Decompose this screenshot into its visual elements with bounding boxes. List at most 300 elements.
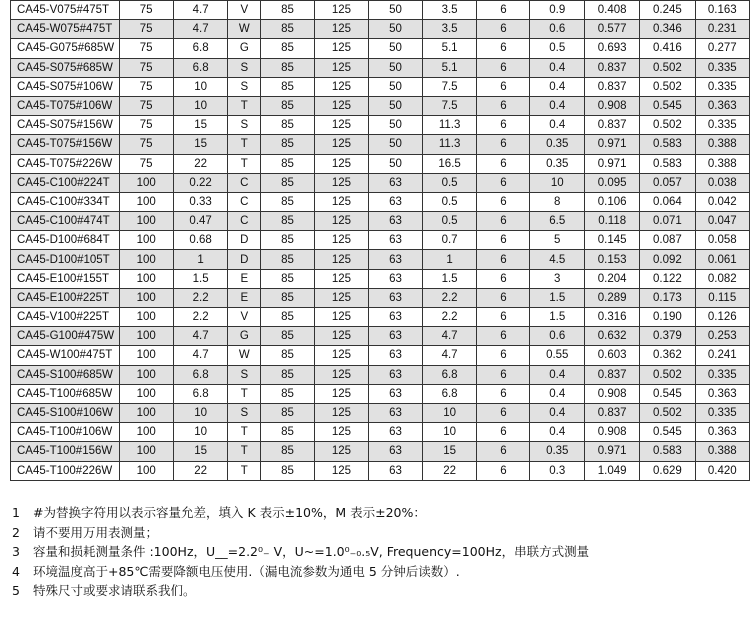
table-cell: 125 [314, 231, 368, 250]
note-item [12, 581, 589, 601]
table-cell: 125 [314, 58, 368, 77]
table-cell: W [228, 20, 261, 39]
table-cell: T [228, 384, 261, 403]
table-cell: 85 [261, 116, 315, 135]
table-cell: 0.126 [695, 308, 749, 327]
table-cell: 0.629 [640, 461, 695, 480]
table-cell: 0.837 [585, 77, 640, 96]
table-cell: 22 [422, 461, 477, 480]
table-cell: 100 [119, 231, 173, 250]
table-cell: 75 [119, 116, 173, 135]
table-cell: C [228, 173, 261, 192]
table-cell: 85 [261, 77, 315, 96]
table-row [11, 39, 750, 58]
table-cell: 0.583 [640, 154, 695, 173]
table-cell: 0.087 [640, 231, 695, 250]
table-cell: D [228, 250, 261, 269]
table-cell: 0.335 [695, 116, 749, 135]
table-cell: 1.049 [585, 461, 640, 480]
table-cell: 16.5 [422, 154, 477, 173]
table-cell: 0.4 [530, 116, 585, 135]
table-cell: 0.6 [530, 327, 585, 346]
table-cell: 0.545 [640, 384, 695, 403]
table-cell: 63 [369, 269, 423, 288]
table-cell: 0.35 [530, 442, 585, 461]
table-cell: 0.106 [585, 192, 640, 211]
table-cell: 85 [261, 365, 315, 384]
table-cell: 0.837 [585, 403, 640, 422]
table-cell: 125 [314, 384, 368, 403]
table-cell: 125 [314, 173, 368, 192]
table-cell: 0.335 [695, 58, 749, 77]
table-cell: 0.388 [695, 442, 749, 461]
table-cell: W [228, 346, 261, 365]
table-row [11, 250, 750, 269]
table-cell: 4.7 [173, 346, 228, 365]
table-cell: 85 [261, 1, 315, 20]
table-cell: 85 [261, 154, 315, 173]
table-cell: T [228, 96, 261, 115]
table-cell: 4.7 [173, 327, 228, 346]
table-cell: 85 [261, 346, 315, 365]
table-cell: 10 [173, 96, 228, 115]
table-cell: 6 [477, 173, 530, 192]
table-cell: 125 [314, 442, 368, 461]
table-cell: 100 [119, 308, 173, 327]
table-cell: C [228, 192, 261, 211]
table-cell: 22 [173, 461, 228, 480]
table-cell: 100 [119, 327, 173, 346]
table-cell: 0.5 [422, 192, 477, 211]
model-cell: CA45-G100#475W [11, 327, 120, 346]
note-item [12, 542, 589, 562]
table-cell: 0.190 [640, 308, 695, 327]
table-cell: 0.971 [585, 442, 640, 461]
table-cell: 100 [119, 192, 173, 211]
note-text: 容量和损耗测量条件 :100Hz，U__=2.2⁰₋ V，U~=1.0⁰₋₀.₅V, Frequency=100Hz，串联方式测量 [33, 544, 590, 559]
table-cell: 85 [261, 423, 315, 442]
table-cell: 1.5 [530, 288, 585, 307]
table-cell: 0.7 [422, 231, 477, 250]
table-cell: 0.502 [640, 58, 695, 77]
table-cell: 125 [314, 403, 368, 422]
table-cell: 6 [477, 461, 530, 480]
table-cell: 125 [314, 1, 368, 20]
table-cell: E [228, 288, 261, 307]
table-cell: 0.346 [640, 20, 695, 39]
table-cell: 100 [119, 403, 173, 422]
model-cell: CA45-S075#156W [11, 116, 120, 135]
table-cell: 0.204 [585, 269, 640, 288]
table-cell: 0.4 [530, 77, 585, 96]
table-cell: 125 [314, 423, 368, 442]
table-cell: 0.316 [585, 308, 640, 327]
model-cell: CA45-D100#684T [11, 231, 120, 250]
table-cell: 100 [119, 212, 173, 231]
table-cell: 0.058 [695, 231, 749, 250]
table-cell: 2.2 [422, 308, 477, 327]
model-cell: CA45-G075#685W [11, 39, 120, 58]
table-cell: 100 [119, 365, 173, 384]
model-cell: CA45-E100#155T [11, 269, 120, 288]
table-cell: 125 [314, 288, 368, 307]
table-cell: 125 [314, 96, 368, 115]
table-cell: 0.545 [640, 96, 695, 115]
table-cell: 6 [477, 384, 530, 403]
table-row [11, 288, 750, 307]
table-cell: 0.115 [695, 288, 749, 307]
table-cell: V [228, 308, 261, 327]
table-cell: 6 [477, 403, 530, 422]
table-cell: 0.971 [585, 135, 640, 154]
table-cell: 4.7 [422, 327, 477, 346]
table-cell: 75 [119, 96, 173, 115]
table-cell: 50 [369, 135, 423, 154]
table-cell: 2.2 [173, 288, 228, 307]
table-cell: 0.837 [585, 58, 640, 77]
table-cell: 6 [477, 20, 530, 39]
table-cell: 100 [119, 461, 173, 480]
table-cell: 125 [314, 116, 368, 135]
table-cell: 0.038 [695, 173, 749, 192]
table-cell: 50 [369, 1, 423, 20]
table-row [11, 365, 750, 384]
table-cell: 100 [119, 423, 173, 442]
table-cell: 0.908 [585, 384, 640, 403]
table-cell: 50 [369, 20, 423, 39]
table-cell: 0.502 [640, 365, 695, 384]
table-cell: 63 [369, 288, 423, 307]
table-cell: 0.502 [640, 116, 695, 135]
table-cell: 85 [261, 461, 315, 480]
table-row [11, 327, 750, 346]
table-cell: 0.082 [695, 269, 749, 288]
model-cell: CA45-C100#474T [11, 212, 120, 231]
table-row [11, 116, 750, 135]
table-cell: 0.35 [530, 135, 585, 154]
table-cell: 85 [261, 250, 315, 269]
table-cell: 0.6 [530, 20, 585, 39]
table-cell: 6 [477, 1, 530, 20]
table-row [11, 442, 750, 461]
model-cell: CA45-T100#106W [11, 423, 120, 442]
table-cell: 0.3 [530, 461, 585, 480]
table-cell: 63 [369, 250, 423, 269]
model-cell: CA45-E100#225T [11, 288, 120, 307]
table-cell: 0.502 [640, 77, 695, 96]
model-cell: CA45-S075#106W [11, 77, 120, 96]
table-cell: 3 [530, 269, 585, 288]
table-cell: 50 [369, 58, 423, 77]
table-cell: S [228, 77, 261, 96]
table-cell: 6 [477, 346, 530, 365]
table-cell: 75 [119, 77, 173, 96]
table-cell: 0.042 [695, 192, 749, 211]
table-cell: T [228, 423, 261, 442]
table-cell: 85 [261, 403, 315, 422]
table-cell: 0.362 [640, 346, 695, 365]
note-text: 环境温度高于+85℃需要降额电压使用.（漏电流参数为通电 5 分钟后读数）. [33, 563, 460, 579]
table-cell: 6 [477, 231, 530, 250]
table-cell: 63 [369, 308, 423, 327]
note-number: 5 [12, 583, 20, 598]
model-cell: CA45-W100#475T [11, 346, 120, 365]
table-cell: 63 [369, 346, 423, 365]
note-item [12, 562, 589, 582]
table-cell: 75 [119, 39, 173, 58]
table-cell: 6 [477, 77, 530, 96]
table-cell: 85 [261, 269, 315, 288]
table-cell: 6 [477, 423, 530, 442]
table-cell: 125 [314, 212, 368, 231]
table-cell: 0.245 [640, 1, 695, 20]
note-number: 4 [12, 563, 20, 579]
table-cell: 85 [261, 384, 315, 403]
table-cell: 0.122 [640, 269, 695, 288]
table-cell: 1 [173, 250, 228, 269]
table-cell: 125 [314, 39, 368, 58]
table-cell: 1 [422, 250, 477, 269]
table-cell: 6 [477, 116, 530, 135]
table-cell: G [228, 327, 261, 346]
table-cell: 85 [261, 327, 315, 346]
table-cell: 100 [119, 384, 173, 403]
table-row [11, 308, 750, 327]
note-text: 特殊尺寸或要求请联系我们。 [33, 583, 196, 598]
table-row [11, 58, 750, 77]
model-cell: CA45-D100#105T [11, 250, 120, 269]
table-cell: 100 [119, 250, 173, 269]
table-row [11, 231, 750, 250]
table-cell: 125 [314, 135, 368, 154]
model-cell: CA45-S100#106W [11, 403, 120, 422]
note-item [12, 503, 589, 523]
table-cell: 6 [477, 250, 530, 269]
table-cell: 0.583 [640, 135, 695, 154]
table-cell: 0.231 [695, 20, 749, 39]
note-number: 2 [12, 524, 20, 540]
table-row [11, 135, 750, 154]
table-cell: 0.971 [585, 154, 640, 173]
table-row [11, 192, 750, 211]
table-cell: 6 [477, 365, 530, 384]
table-cell: 50 [369, 116, 423, 135]
table-cell: 100 [119, 346, 173, 365]
table-cell: 50 [369, 154, 423, 173]
table-row [11, 403, 750, 422]
table-row [11, 154, 750, 173]
table-cell: 125 [314, 192, 368, 211]
table-cell: 0.071 [640, 212, 695, 231]
table-cell: T [228, 135, 261, 154]
table-cell: 0.153 [585, 250, 640, 269]
table-cell: 125 [314, 308, 368, 327]
table-cell: 0.55 [530, 346, 585, 365]
table-cell: 1.5 [173, 269, 228, 288]
table-cell: 0.092 [640, 250, 695, 269]
table-cell: 5 [530, 231, 585, 250]
table-cell: 0.388 [695, 135, 749, 154]
table-row [11, 212, 750, 231]
table-cell: 15 [173, 116, 228, 135]
table-cell: 85 [261, 288, 315, 307]
model-cell: CA45-S075#685W [11, 58, 120, 77]
table-cell: 11.3 [422, 116, 477, 135]
table-cell: 125 [314, 461, 368, 480]
table-cell: 63 [369, 327, 423, 346]
table-cell: 6.5 [530, 212, 585, 231]
table-cell: 125 [314, 154, 368, 173]
table-cell: 6 [477, 135, 530, 154]
table-cell: 0.908 [585, 423, 640, 442]
table-cell: 0.577 [585, 20, 640, 39]
spec-table [10, 0, 750, 481]
table-cell: 4.7 [173, 1, 228, 20]
table-cell: 6 [477, 39, 530, 58]
table-cell: 125 [314, 327, 368, 346]
table-cell: 85 [261, 212, 315, 231]
table-cell: 0.363 [695, 384, 749, 403]
table-cell: 6.8 [173, 384, 228, 403]
table-cell: 6 [477, 269, 530, 288]
table-cell: 6 [477, 58, 530, 77]
model-cell: CA45-T075#156W [11, 135, 120, 154]
table-cell: 10 [530, 173, 585, 192]
table-cell: 0.603 [585, 346, 640, 365]
table-cell: 100 [119, 173, 173, 192]
table-cell: 15 [173, 135, 228, 154]
table-cell: 0.908 [585, 96, 640, 115]
model-cell: CA45-T075#226W [11, 154, 120, 173]
table-cell: 85 [261, 58, 315, 77]
table-cell: 63 [369, 192, 423, 211]
table-cell: 10 [173, 423, 228, 442]
table-cell: 4.5 [530, 250, 585, 269]
table-cell: C [228, 212, 261, 231]
table-cell: 7.5 [422, 96, 477, 115]
table-cell: 6 [477, 288, 530, 307]
model-cell: CA45-C100#224T [11, 173, 120, 192]
model-cell: CA45-T100#156W [11, 442, 120, 461]
table-cell: 5.1 [422, 58, 477, 77]
table-cell: 0.22 [173, 173, 228, 192]
table-cell: 0.35 [530, 154, 585, 173]
table-row [11, 384, 750, 403]
table-cell: 100 [119, 288, 173, 307]
table-cell: 0.335 [695, 365, 749, 384]
table-cell: 10 [422, 403, 477, 422]
note-text: 请不要用万用表测量； [33, 524, 159, 540]
table-cell: D [228, 231, 261, 250]
table-cell: 0.379 [640, 327, 695, 346]
table-cell: 7.5 [422, 77, 477, 96]
table-cell: 8 [530, 192, 585, 211]
table-cell: 6 [477, 192, 530, 211]
table-cell: 6 [477, 154, 530, 173]
table-cell: 63 [369, 423, 423, 442]
table-cell: 0.4 [530, 423, 585, 442]
table-cell: 0.68 [173, 231, 228, 250]
table-cell: 1.5 [422, 269, 477, 288]
table-cell: 63 [369, 212, 423, 231]
table-cell: S [228, 403, 261, 422]
table-cell: 0.408 [585, 1, 640, 20]
table-cell: T [228, 154, 261, 173]
table-cell: 0.545 [640, 423, 695, 442]
table-cell: 85 [261, 442, 315, 461]
table-cell: 85 [261, 173, 315, 192]
table-cell: 11.3 [422, 135, 477, 154]
table-cell: S [228, 365, 261, 384]
table-cell: 0.4 [530, 58, 585, 77]
table-cell: S [228, 116, 261, 135]
table-row [11, 423, 750, 442]
table-cell: 22 [173, 154, 228, 173]
table-cell: 15 [173, 442, 228, 461]
model-cell: CA45-S100#685W [11, 365, 120, 384]
table-row [11, 77, 750, 96]
table-cell: 125 [314, 346, 368, 365]
table-cell: 125 [314, 269, 368, 288]
table-cell: 85 [261, 20, 315, 39]
table-cell: 6.8 [173, 58, 228, 77]
table-cell: 0.145 [585, 231, 640, 250]
table-cell: 6 [477, 442, 530, 461]
table-cell: 0.363 [695, 96, 749, 115]
table-cell: 63 [369, 384, 423, 403]
table-cell: 10 [173, 77, 228, 96]
table-cell: 6 [477, 212, 530, 231]
note-number: 3 [12, 544, 20, 559]
table-cell: 75 [119, 20, 173, 39]
table-cell: 3.5 [422, 1, 477, 20]
table-cell: 0.047 [695, 212, 749, 231]
table-cell: 50 [369, 77, 423, 96]
table-cell: 6.8 [173, 365, 228, 384]
note-text: #为替换字符用以表示容量允差，填入 K 表示±10%，M 表示±20%： [33, 505, 426, 520]
table-row [11, 96, 750, 115]
table-cell: 75 [119, 58, 173, 77]
table-cell: 0.173 [640, 288, 695, 307]
table-cell: 63 [369, 461, 423, 480]
table-cell: 0.9 [530, 1, 585, 20]
table-cell: 10 [173, 403, 228, 422]
table-cell: 6.8 [422, 365, 477, 384]
table-cell: 75 [119, 154, 173, 173]
notes-list [12, 503, 589, 601]
table-cell: 0.5 [530, 39, 585, 58]
table-cell: 85 [261, 135, 315, 154]
table-row [11, 346, 750, 365]
table-cell: 0.363 [695, 423, 749, 442]
table-row [11, 20, 750, 39]
table-cell: 100 [119, 442, 173, 461]
table-cell: 125 [314, 365, 368, 384]
table-cell: 85 [261, 308, 315, 327]
table-cell: 0.837 [585, 365, 640, 384]
table-cell: S [228, 58, 261, 77]
table-cell: 0.693 [585, 39, 640, 58]
table-row [11, 173, 750, 192]
table-cell: 0.4 [530, 403, 585, 422]
table-cell: 0.118 [585, 212, 640, 231]
table-cell: 85 [261, 231, 315, 250]
table-cell: 15 [422, 442, 477, 461]
table-cell: 1.5 [530, 308, 585, 327]
table-cell: 0.5 [422, 212, 477, 231]
table-cell: 63 [369, 403, 423, 422]
table-cell: 0.4 [530, 384, 585, 403]
